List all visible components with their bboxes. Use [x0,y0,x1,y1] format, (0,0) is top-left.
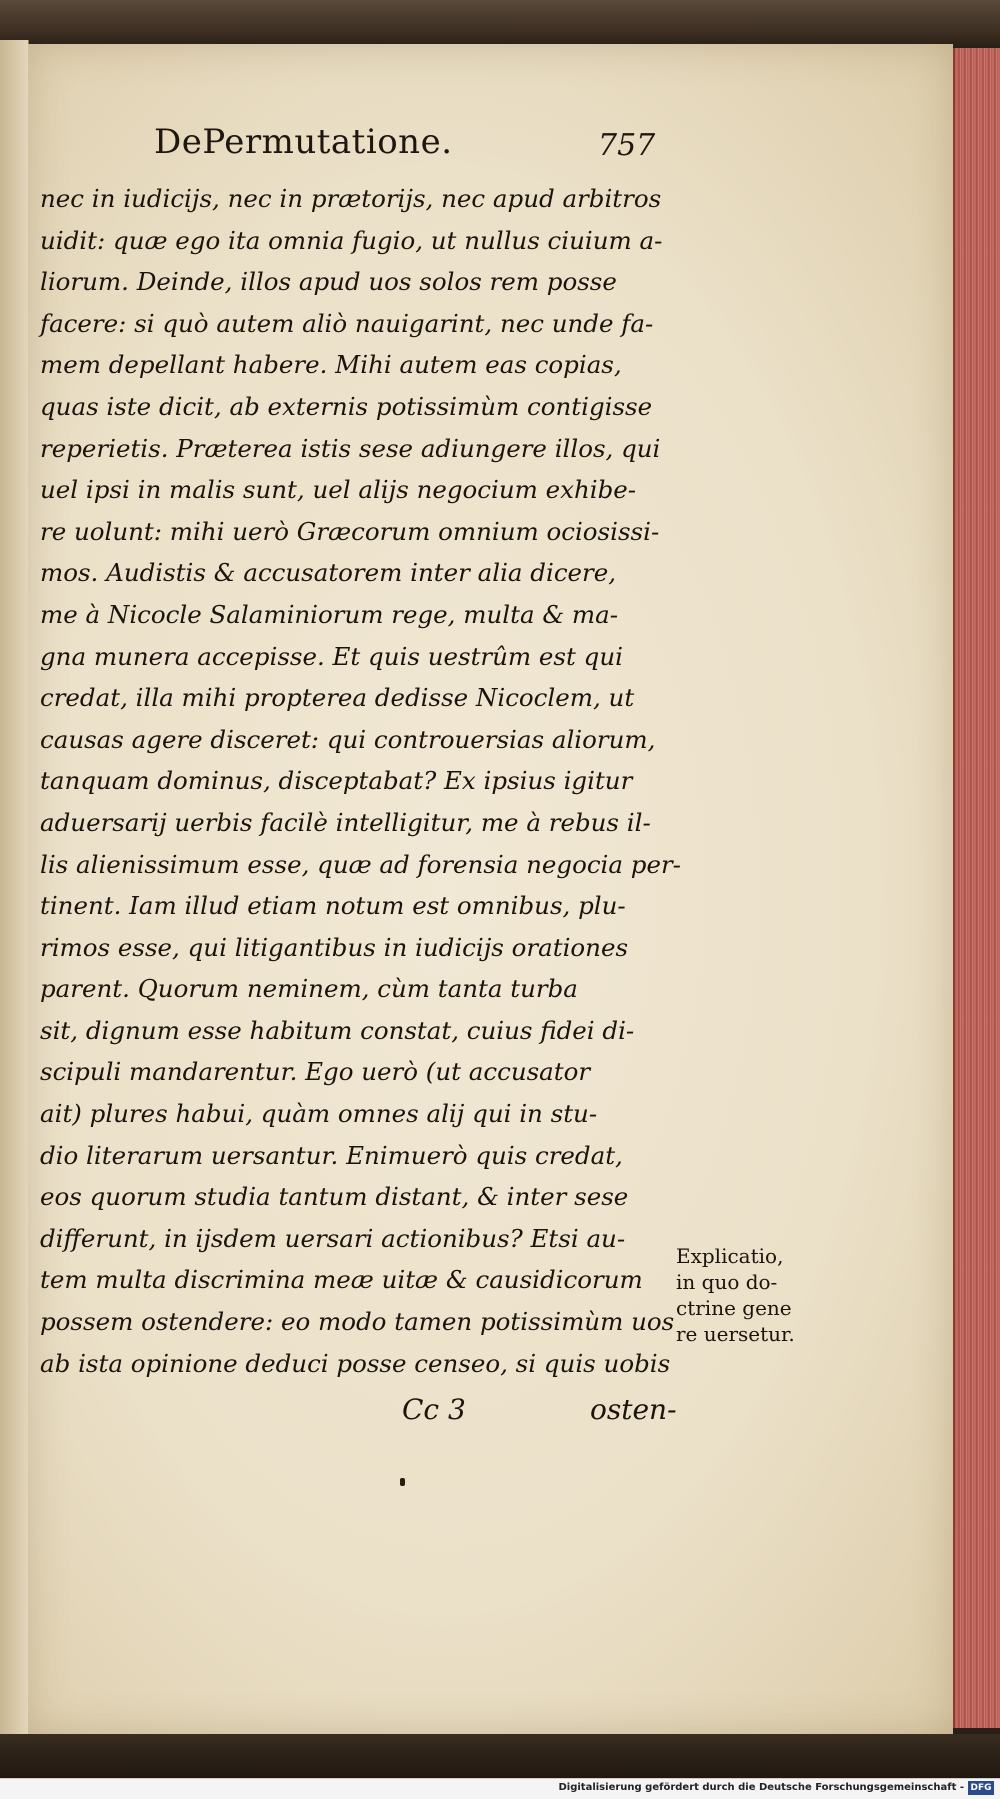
marginal-note-line: Explicatio, [676,1244,784,1268]
marginal-note [676,1243,816,1347]
text-line: quas iste dicit, ab externis potissimùm contigisse [40,391,653,421]
text-line: causas agere disceret: qui controuersias aliorum, [40,724,656,754]
text-line: uidit: quæ ego ita omnia fugio, ut nullus ciuium a- [40,225,663,255]
text-line: liorum. Deinde, illos apud uos solos rem posse [40,267,617,297]
text-line: credat, illa mihi propterea dedisse Nicoclem, ut [40,683,635,713]
text-line: aduersarij uerbis facilè intelligitur, me à rebus il- [40,807,651,837]
text-line: possem ostendere: eo modo tamen potissimùm uos [40,1307,675,1337]
text-line: tem multa discrimina meæ uitæ & causidicorum [40,1265,643,1295]
book-bottom-shadow [0,1734,1000,1778]
dfg-logo: DFG [968,1781,994,1795]
text-line: differunt, in ijsdem uersari actionibus? Etsi au- [40,1223,626,1253]
text-line: mos. Audistis & accusatorem inter alia dicere, [40,558,617,588]
text-line: parent. Quorum neminem, cùm tanta turba [40,974,578,1004]
footer-bar [0,1778,1000,1799]
text-line: tinent. Iam illud etiam notum est omnibus, plu- [40,891,626,921]
text-line: eos quorum studia tantum distant, & inter sese [40,1182,629,1212]
text-line: rimos esse, qui litigantibus in iudicijs orationes [40,932,629,962]
text-line: tanquam dominus, disceptabat? Ex ipsius igitur [40,766,633,796]
text-line: me à Nicocle Salaminiorum rege, multa & ma- [40,599,619,629]
text-line: lis alienissimum esse, quæ ad forensia negocia per- [40,849,681,879]
catchword: osten- [590,1393,677,1426]
book-binding-top [0,0,1000,48]
text-line: mem depellant habere. Mihi autem eas copias, [40,350,622,380]
text-line: gna munera accepisse. Et quis uestrûm est qui [40,641,623,671]
marginal-note-line: in quo do- [676,1270,778,1294]
text-line: re uolunt: mihi uerò Græcorum omnium ociosissi- [40,516,660,546]
page-number: 757 [598,128,656,163]
text-line: uel ipsi in malis sunt, uel alijs negocium exhibe- [40,475,637,505]
body-text [40,178,680,1384]
marginal-note-line: ctrine gene [676,1296,792,1320]
ink-speck [400,1478,405,1486]
text-line: ait) plures habui, quàm omnes alij qui in stu- [40,1099,598,1129]
previous-page-edge [0,40,29,1740]
running-header: DePermutatione. [154,122,453,162]
funding-credit: Digitalisierung gefördert durch die Deutsche Forschungsgemeinschaft - [558,1782,964,1793]
text-line: facere: si quò autem aliò nauigarint, nec unde fa- [40,308,654,338]
signature-mark: Cc 3 [402,1393,466,1426]
text-line: scipuli mandarentur. Ego uerò (ut accusator [40,1057,591,1087]
text-line: dio literarum uersantur. Enimuerò quis credat, [40,1140,623,1170]
page-edges-red [953,48,1000,1728]
text-line: reperietis. Præterea istis sese adiungere illos, qui [40,433,661,463]
text-line: ab ista opinione deduci posse censeo, si quis uobis [40,1348,671,1378]
text-line: sit, dignum esse habitum constat, cuius fidei di- [40,1015,635,1045]
text-line: nec in iudicijs, nec in prætorijs, nec apud arbitros [40,184,662,213]
marginal-note-line: re uersetur. [676,1322,795,1346]
